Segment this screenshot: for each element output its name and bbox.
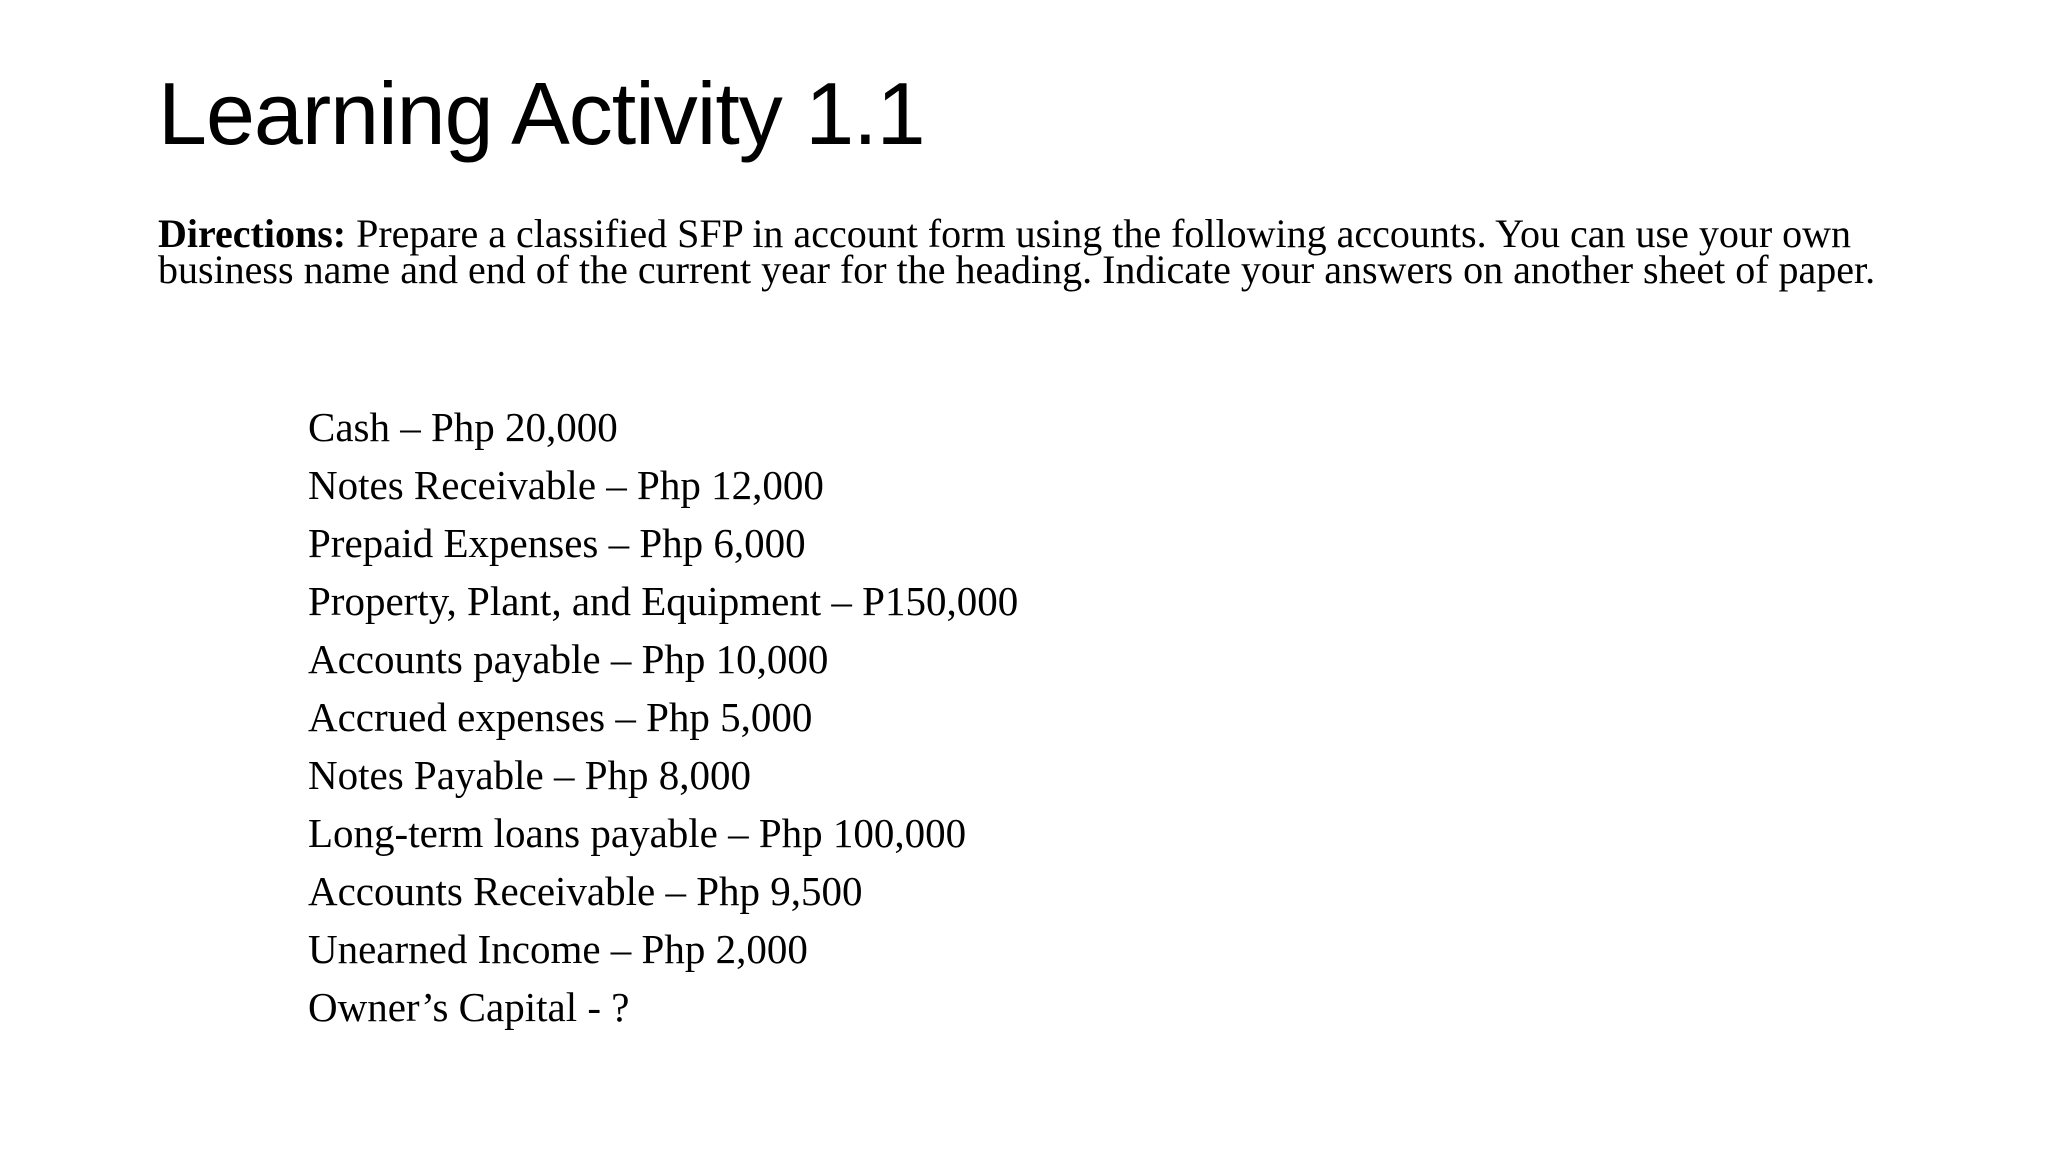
account-item-accounts-payable: Accounts payable – Php 10,000 xyxy=(308,636,829,682)
account-item-notes-receivable: Notes Receivable – Php 12,000 xyxy=(308,462,824,508)
account-item-accounts-receivable: Accounts Receivable – Php 9,500 xyxy=(308,868,863,914)
account-item-notes-payable: Notes Payable – Php 8,000 xyxy=(308,752,751,798)
account-item-prepaid-expenses: Prepaid Expenses – Php 6,000 xyxy=(308,520,806,566)
slide-title: Learning Activity 1.1 xyxy=(158,64,925,163)
account-item-long-term-loans: Long-term loans payable – Php 100,000 xyxy=(308,810,967,856)
directions-paragraph xyxy=(158,211,1898,292)
account-item-cash: Cash – Php 20,000 xyxy=(308,404,618,450)
account-item-owners-capital: Owner’s Capital - ? xyxy=(308,984,630,1030)
account-item-accrued-expenses: Accrued expenses – Php 5,000 xyxy=(308,694,813,740)
directions-label: Directions: xyxy=(158,211,347,256)
account-item-unearned-income: Unearned Income – Php 2,000 xyxy=(308,926,808,972)
directions-text: Prepare a classified SFP in account form using the following accounts. You can use your own business name and end of the current year for the heading. Indicate your answers on another sheet of paper. xyxy=(158,211,1876,292)
account-item-ppe: Property, Plant, and Equipment – P150,000 xyxy=(308,578,1019,624)
accounts-list xyxy=(308,398,1018,1036)
